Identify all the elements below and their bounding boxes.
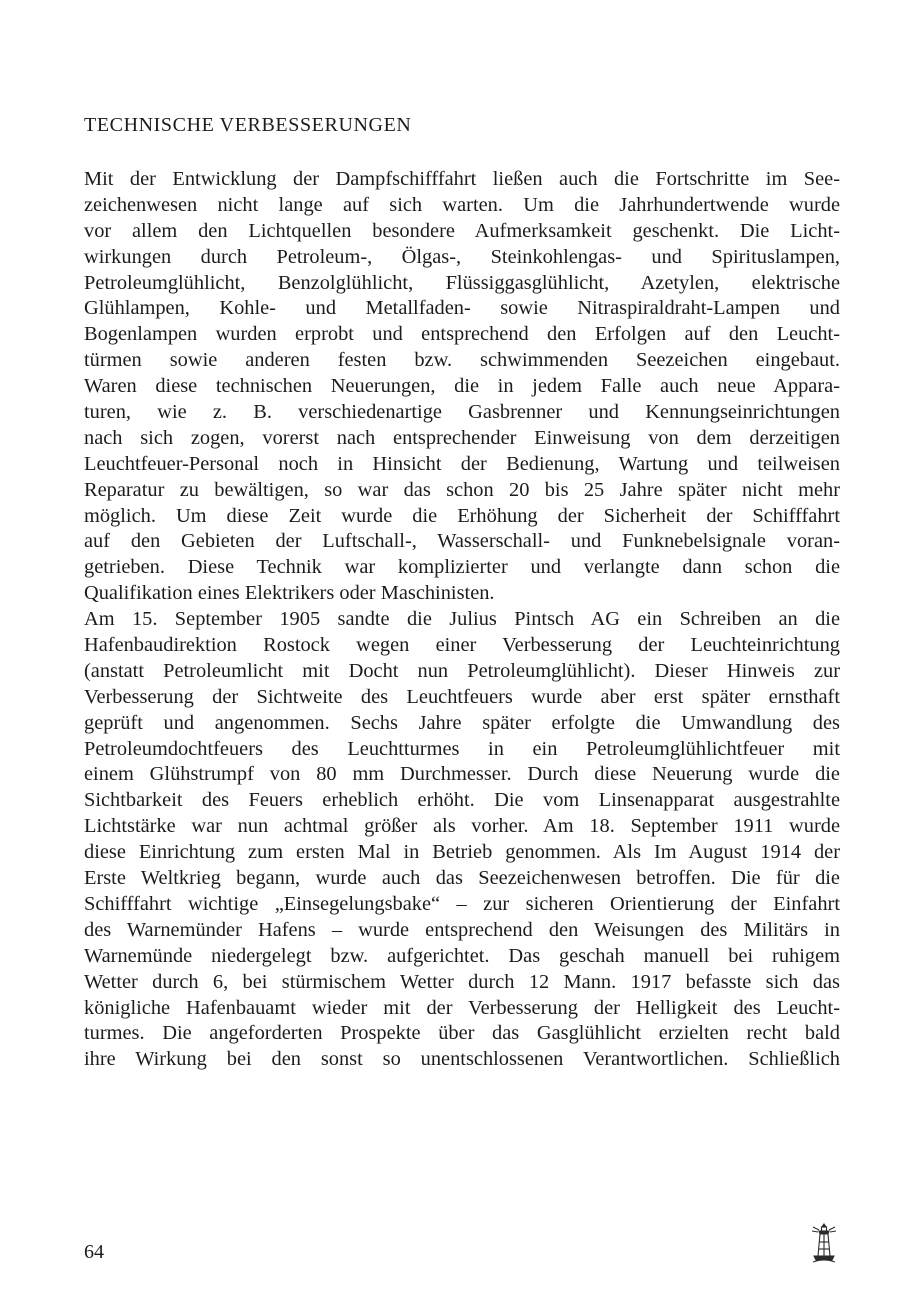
text-line: Wetter durch 6, bei stürmischem Wetter durch 12 Mann. 1917 befasste sich das <box>84 970 840 993</box>
text-line: Petroleumglühlicht, Benzolglühlicht, Flüssiggasglühlicht, Azetylen, elektrische <box>84 271 840 294</box>
text-line: Lichtstärke war nun achtmal größer als vorher. Am 18. September 1911 wurde <box>84 815 840 838</box>
text-line: Am 15. September 1905 sandte die Julius Pintsch AG ein Schreiben an die <box>84 608 840 631</box>
text-line: Waren diese technischen Neuerungen, die in jedem Falle auch neue Appara- <box>84 375 840 398</box>
text-line: Bogenlampen wurden erprobt und entsprechend den Erfolgen auf den Leucht- <box>84 323 840 346</box>
text-line: königliche Hafenbauamt wieder mit der Verbesserung der Helligkeit des Leucht- <box>84 996 840 1019</box>
text-line: auf den Gebieten der Luftschall-, Wasserschall- und Funknebelsignale voran- <box>84 530 840 553</box>
text-line: einem Glühstrumpf von 80 mm Durchmesser. Durch diese Neuerung wurde die <box>84 763 840 786</box>
text-line: turen, wie z. B. verschiedenartige Gasbrenner und Kennungseinrichtungen <box>84 401 840 424</box>
text-line: Hafenbaudirektion Rostock wegen einer Verbesserung der Leuchteinrichtung <box>84 634 840 657</box>
text-line: nach sich zogen, vorerst nach entsprechender Einweisung von dem derzeitigen <box>84 426 840 449</box>
text-line: wirkungen durch Petroleum-, Ölgas-, Steinkohlengas- und Spirituslampen, <box>84 245 840 268</box>
text-line: vor allem den Lichtquellen besondere Aufmerksamkeit geschenkt. Die Licht- <box>84 219 840 242</box>
text-line: geprüft und angenommen. Sechs Jahre später erfolgte die Umwandlung des <box>84 711 840 734</box>
text-line: ihre Wirkung bei den sonst so unentschlossenen Verantwortlichen. Schließlich <box>84 1048 840 1071</box>
text-line: türmen sowie anderen festen bzw. schwimmenden Seezeichen eingebaut. <box>84 349 840 372</box>
text-line: getrieben. Diese Technik war komplizierter und verlangte dann schon die <box>84 556 840 579</box>
text-line: (anstatt Petroleumlicht mit Docht nun Petroleumglühlicht). Dieser Hinweis zur <box>84 659 840 682</box>
lighthouse-logo-icon <box>810 1222 838 1264</box>
text-line: Glühlampen, Kohle- und Metallfaden- sowie Nitraspiraldraht-Lampen und <box>84 297 840 320</box>
body-text <box>84 167 840 1073</box>
text-line: Petroleumdochtfeuers des Leuchtturmes in ein Petroleumglühlichtfeuer mit <box>84 737 840 760</box>
text-line: Erste Weltkrieg begann, wurde auch das Seezeichenwesen betroffen. Die für die <box>84 867 840 890</box>
text-line: Qualifikation eines Elektrikers oder Maschinisten. <box>84 582 495 605</box>
text-line: Warnemünde niedergelegt bzw. aufgerichtet. Das geschah manuell bei ruhigem <box>84 944 840 967</box>
section-title: TECHNISCHE VERBESSERUNGEN <box>84 114 412 136</box>
text-line: diese Einrichtung zum ersten Mal in Betrieb genommen. Als Im August 1914 der <box>84 841 840 864</box>
text-line: Leuchtfeuer-Personal noch in Hinsicht der Bedienung, Wartung und teilweisen <box>84 452 840 475</box>
text-line: Mit der Entwicklung der Dampfschifffahrt ließen auch die Fortschritte im See- <box>84 168 840 190</box>
text-line: Sichtbarkeit des Feuers erheblich erhöht. Die vom Linsenapparat ausgestrahlte <box>84 789 840 812</box>
text-line: Schifffahrt wichtige „Einsegelungsbake“ – zur sicheren Orientierung der Einfahrt <box>84 892 840 915</box>
page-number: 64 <box>84 1241 104 1263</box>
text-line: Reparatur zu bewältigen, so war das schon 20 bis 25 Jahre später nicht mehr <box>84 478 840 501</box>
text-line: turmes. Die angeforderten Prospekte über das Gasglühlicht erzielten recht bald <box>84 1022 840 1045</box>
text-line: des Warnemünder Hafens – wurde entsprechend den Weisungen des Militärs in <box>84 918 840 941</box>
text-line: zeichenwesen nicht lange auf sich warten. Um die Jahrhundertwende wurde <box>84 193 840 216</box>
text-line: möglich. Um diese Zeit wurde die Erhöhung der Sicherheit der Schifffahrt <box>84 504 840 527</box>
text-line: Verbesserung der Sichtweite des Leuchtfeuers wurde aber erst später ernsthaft <box>84 685 840 708</box>
